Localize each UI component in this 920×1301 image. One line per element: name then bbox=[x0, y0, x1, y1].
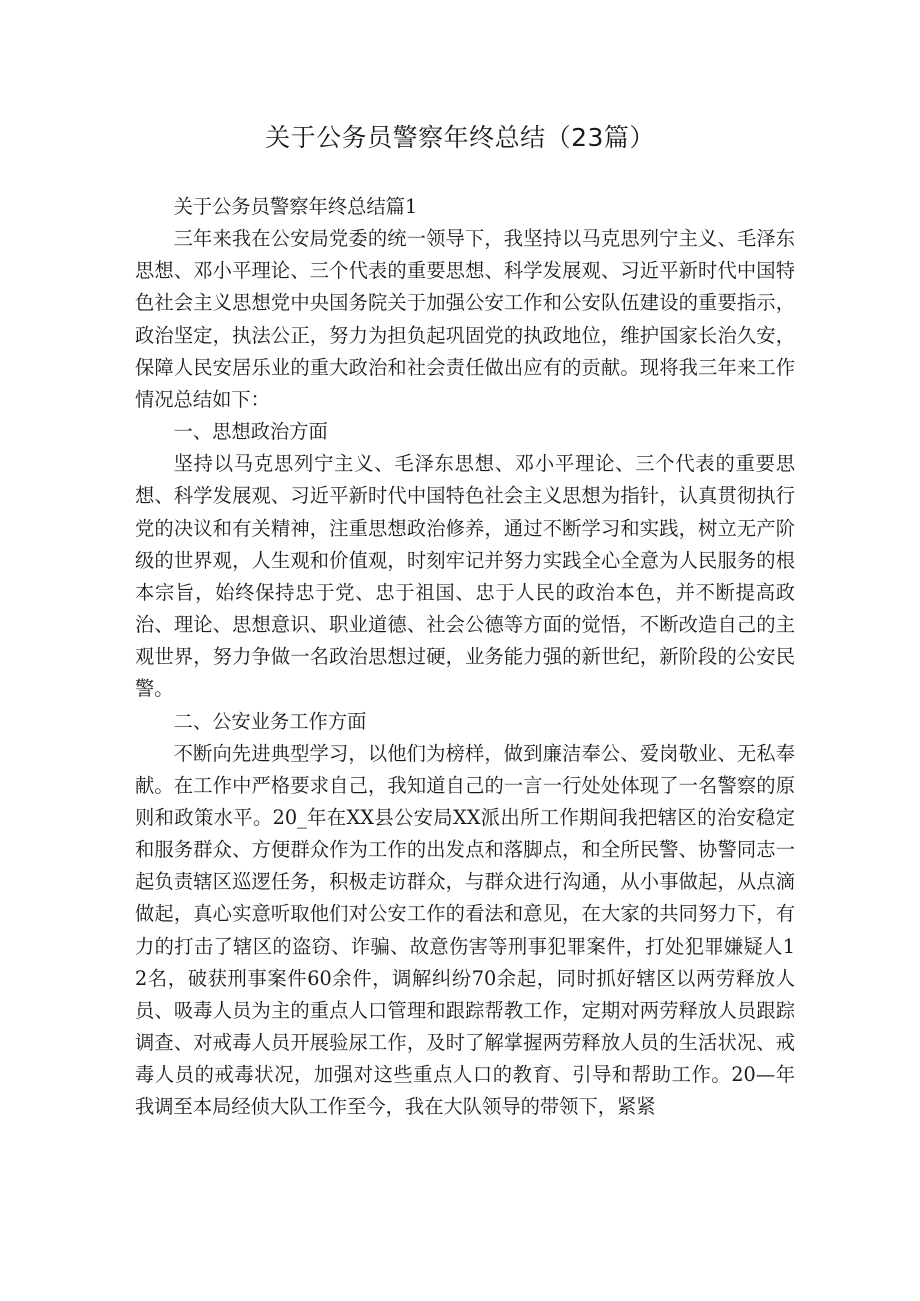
document-body bbox=[135, 191, 795, 1124]
paragraph-intro: 三年来我在公安局党委的统一领导下，我坚持以马克思列宁主义、毛泽东思想、邓小平理论、三个代表的重要思想、科学发展观、习近平新时代中国特色社会主义思想党中央国务院关于加强公安工作和公安队伍建设的重要指示，政治坚定，执法公正，努力为担负起巩固党的执政地位，维护国家长治久安，保障人民安居乐业的重大政治和社会责任做出应有的贡献。现将我三年来工作情况总结如下： bbox=[135, 227, 795, 411]
paragraph-police-work: 不断向先进典型学习，以他们为榜样，做到廉洁奉公、爱岗敬业、无私奉献。在工作中严格要求自己，我知道自己的一言一行处处体现了一名警察的原则和政策水平。20_年在XX县公安局XX派出所工作期间我把辖区的治安稳定和服务群众、方便群众作为工作的出发点和落脚点，和全所民警、协警同志一起负责辖区巡逻任务，积极走访群众，与群众进行沟通，从小事做起，从点滴做起，真心实意听取他们对公安工作的看法和意见，在大家的共同努力下，有力的打击了辖区的盗窃、诈骗、故意伤害等刑事犯罪案件，打处犯罪嫌疑人12名，破获刑事案件60余件，调解纠纷70余起，同时抓好辖区以两劳释放人员、吸毒人员为主的重点人口管理和跟踪帮教工作，定期对两劳释放人员跟踪调查、对戒毒人员开展验尿工作，及时了解掌握两劳释放人员的生活状况、戒毒人员的戒毒状况，加强对这些重点人口的教育、引导和帮助工作。20—年我调至本局经侦大队工作至今，我在大队领导的带领下，紧紧 bbox=[135, 741, 795, 1119]
section-heading-police-work: 二、公安业务工作方面 bbox=[173, 709, 367, 733]
paragraph-ideology: 坚持以马克思列宁主义、毛泽东思想、邓小平理论、三个代表的重要思想、科学发展观、习近平新时代中国特色社会主义思想为指针，认真贯彻执行党的决议和有关精神，注重思想政治修养，通过不断学习和实践，树立无产阶级的世界观，人生观和价值观，时刻牢记并努力实践全心全意为人民服务的根本宗旨，始终保持忠于党、忠于祖国、忠于人民的政治本色，并不断提高政治、理论、思想意识、职业道德、社会公德等方面的觉悟，不断改造自己的主观世界，努力争做一名政治思想过硬，业务能力强的新世纪，新阶段的公安民警。 bbox=[135, 452, 795, 701]
section-heading-ideology: 一、思想政治方面 bbox=[173, 420, 328, 444]
page-title: 关于公务员警察年终总结（23篇） bbox=[265, 123, 655, 152]
article-heading: 关于公务员警察年终总结篇1 bbox=[173, 195, 418, 218]
